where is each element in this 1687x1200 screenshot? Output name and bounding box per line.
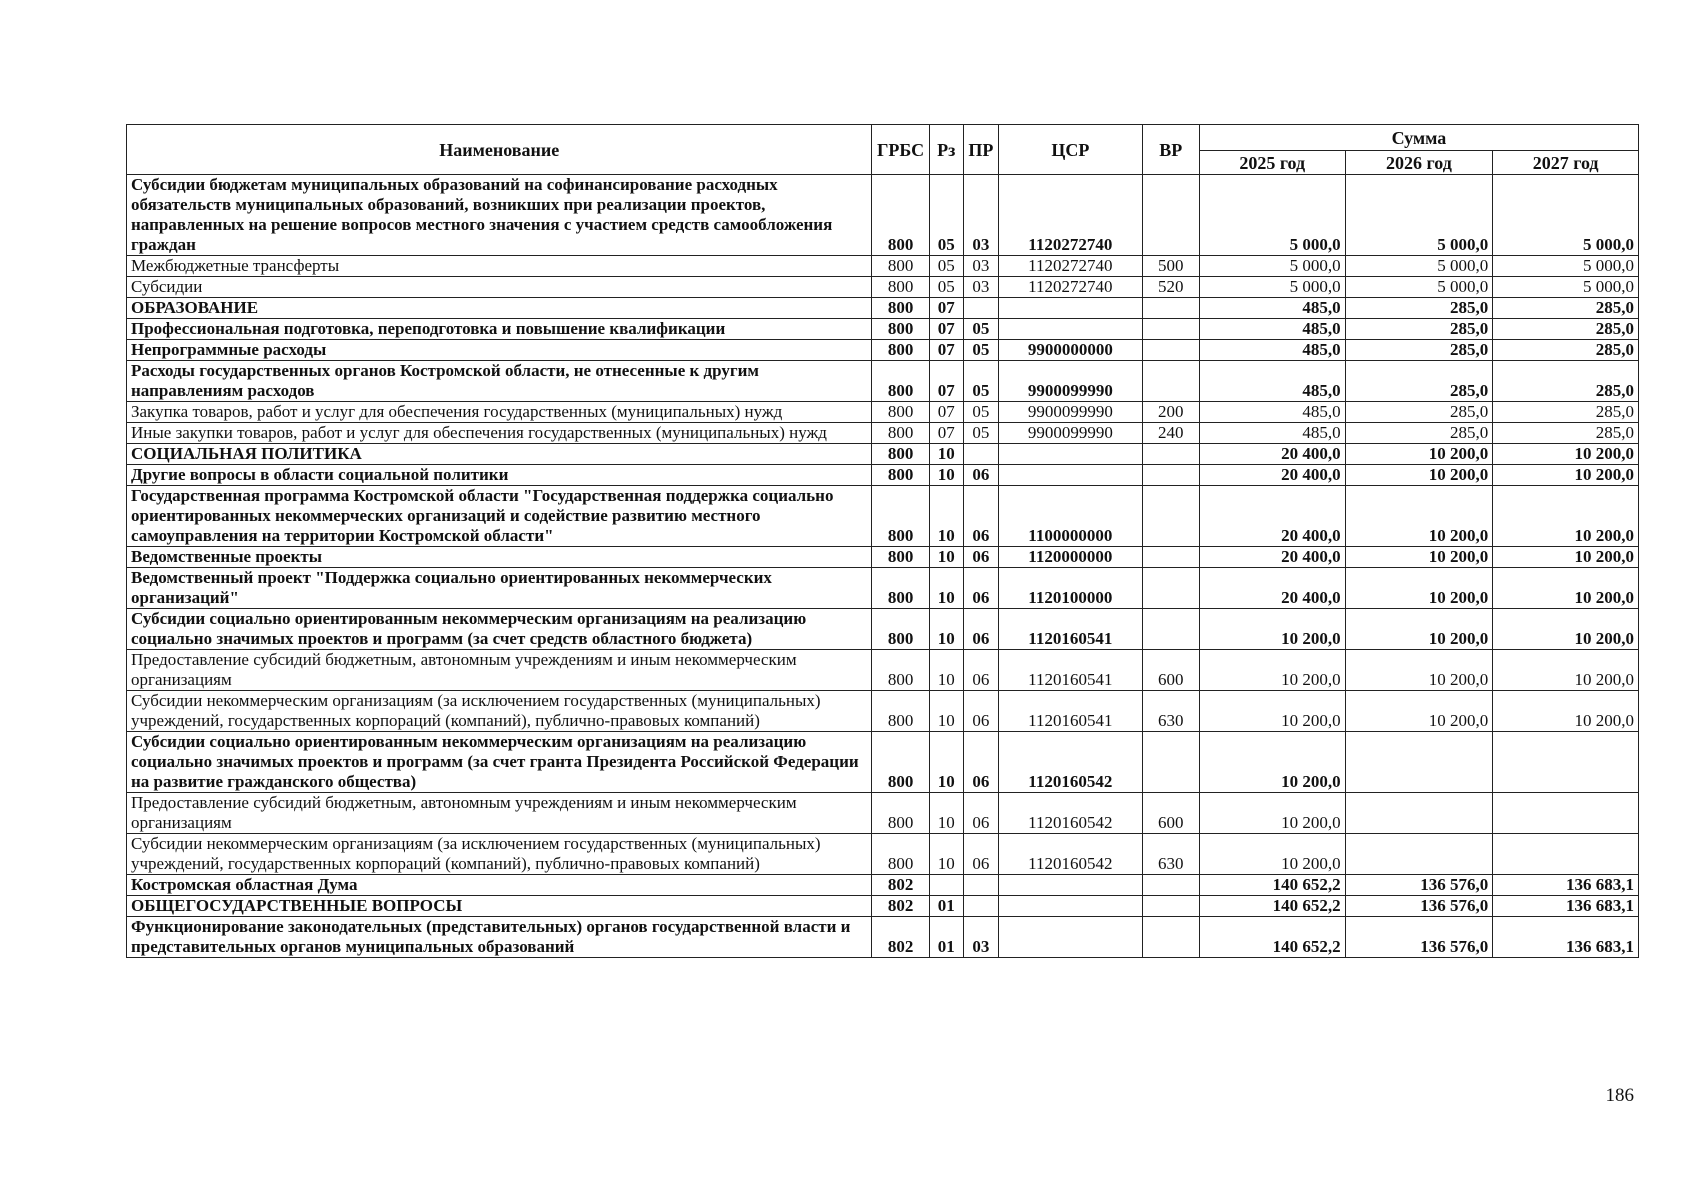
budget-table (126, 124, 1639, 958)
row-sum-2025-cell: 485,0 (1199, 340, 1345, 361)
row-rz-cell: 07 (929, 402, 963, 423)
header-rz: Рз (929, 125, 963, 175)
row-rz-cell: 05 (929, 256, 963, 277)
row-name-cell: ОБРАЗОВАНИЕ (127, 298, 872, 319)
row-csr-cell (999, 298, 1143, 319)
row-sum-2027-cell: 5 000,0 (1493, 277, 1639, 298)
row-rz-cell: 10 (929, 793, 963, 834)
row-sum-2027-cell (1493, 793, 1639, 834)
row-rz-cell: 07 (929, 423, 963, 444)
header-pr: ПР (963, 125, 998, 175)
row-sum-2026-cell: 5 000,0 (1345, 256, 1493, 277)
row-rz-cell: 10 (929, 465, 963, 486)
row-sum-2026-cell: 136 576,0 (1345, 875, 1493, 896)
row-name-cell: Иные закупки товаров, работ и услуг для обеспечения государственных (муниципальных) нужд (127, 423, 872, 444)
row-grbs-cell: 800 (872, 298, 929, 319)
row-csr-cell (999, 319, 1143, 340)
row-sum-2026-cell: 10 200,0 (1345, 547, 1493, 568)
row-sum-2027-cell: 136 683,1 (1493, 917, 1639, 958)
row-vr-cell (1142, 465, 1199, 486)
row-grbs-cell: 800 (872, 423, 929, 444)
row-name-cell: Закупка товаров, работ и услуг для обеспечения государственных (муниципальных) нужд (127, 402, 872, 423)
row-rz-cell: 10 (929, 609, 963, 650)
row-sum-2025-cell: 485,0 (1199, 298, 1345, 319)
header-year-2025: 2025 год (1199, 151, 1345, 175)
row-sum-2026-cell: 10 200,0 (1345, 609, 1493, 650)
header-grbs: ГРБС (872, 125, 929, 175)
row-sum-2025-cell: 20 400,0 (1199, 568, 1345, 609)
row-csr-cell: 1120160542 (999, 793, 1143, 834)
row-vr-cell (1142, 896, 1199, 917)
table-row (127, 423, 1639, 444)
row-csr-cell: 1120272740 (999, 277, 1143, 298)
table-row (127, 732, 1639, 793)
row-vr-cell: 520 (1142, 277, 1199, 298)
row-csr-cell: 1120160541 (999, 691, 1143, 732)
row-pr-cell: 03 (963, 175, 998, 256)
row-name-cell: Субсидии социально ориентированным некоммерческим организациям на реализацию социально значимых проектов и программ (за счет средств областного бюджета) (127, 609, 872, 650)
row-pr-cell: 03 (963, 917, 998, 958)
row-rz-cell: 10 (929, 444, 963, 465)
row-vr-cell (1142, 175, 1199, 256)
table-row (127, 486, 1639, 547)
row-csr-cell: 1100000000 (999, 486, 1143, 547)
row-pr-cell: 06 (963, 465, 998, 486)
row-sum-2027-cell: 285,0 (1493, 402, 1639, 423)
row-sum-2025-cell: 20 400,0 (1199, 547, 1345, 568)
header-year-2026: 2026 год (1345, 151, 1493, 175)
row-pr-cell: 06 (963, 609, 998, 650)
row-sum-2026-cell (1345, 732, 1493, 793)
table-row (127, 896, 1639, 917)
table-row (127, 568, 1639, 609)
row-pr-cell: 03 (963, 277, 998, 298)
row-vr-cell (1142, 917, 1199, 958)
row-rz-cell: 10 (929, 650, 963, 691)
row-sum-2026-cell: 285,0 (1345, 340, 1493, 361)
row-sum-2027-cell: 10 200,0 (1493, 691, 1639, 732)
row-grbs-cell: 802 (872, 875, 929, 896)
row-pr-cell: 06 (963, 650, 998, 691)
row-vr-cell: 240 (1142, 423, 1199, 444)
row-sum-2026-cell: 5 000,0 (1345, 175, 1493, 256)
row-pr-cell: 05 (963, 402, 998, 423)
row-pr-cell: 06 (963, 486, 998, 547)
row-vr-cell: 630 (1142, 834, 1199, 875)
row-sum-2027-cell: 285,0 (1493, 361, 1639, 402)
row-name-cell: Государственная программа Костромской области "Государственная поддержка социально ориентированных некоммерческих организаций и содействие развитию местного самоуправления на территории Костромской области" (127, 486, 872, 547)
table-row (127, 319, 1639, 340)
row-csr-cell (999, 875, 1143, 896)
row-sum-2026-cell: 285,0 (1345, 361, 1493, 402)
row-sum-2025-cell: 140 652,2 (1199, 917, 1345, 958)
row-csr-cell: 1120000000 (999, 547, 1143, 568)
row-sum-2027-cell: 5 000,0 (1493, 256, 1639, 277)
table-row (127, 175, 1639, 256)
row-csr-cell: 1120160542 (999, 834, 1143, 875)
row-name-cell: Межбюджетные трансферты (127, 256, 872, 277)
table-row (127, 609, 1639, 650)
row-name-cell: Ведомственные проекты (127, 547, 872, 568)
row-name-cell: Субсидии некоммерческим организациям (за исключением государственных (муниципальных) учреждений, государственных корпораций (компаний), публично-правовых компаний) (127, 834, 872, 875)
row-vr-cell (1142, 444, 1199, 465)
row-sum-2027-cell: 10 200,0 (1493, 444, 1639, 465)
row-sum-2025-cell: 10 200,0 (1199, 732, 1345, 793)
row-rz-cell: 01 (929, 896, 963, 917)
header-name: Наименование (127, 125, 872, 175)
row-grbs-cell: 800 (872, 834, 929, 875)
row-sum-2026-cell: 10 200,0 (1345, 691, 1493, 732)
row-sum-2026-cell: 136 576,0 (1345, 896, 1493, 917)
row-pr-cell (963, 444, 998, 465)
row-grbs-cell: 800 (872, 319, 929, 340)
row-vr-cell (1142, 298, 1199, 319)
row-pr-cell: 06 (963, 732, 998, 793)
row-sum-2026-cell: 285,0 (1345, 298, 1493, 319)
header-vr: ВР (1142, 125, 1199, 175)
row-sum-2027-cell: 285,0 (1493, 340, 1639, 361)
row-grbs-cell: 800 (872, 277, 929, 298)
row-rz-cell (929, 875, 963, 896)
row-rz-cell: 01 (929, 917, 963, 958)
row-grbs-cell: 800 (872, 568, 929, 609)
row-csr-cell: 9900099990 (999, 423, 1143, 444)
row-name-cell: Расходы государственных органов Костромской области, не отнесенные к другим направлениям расходов (127, 361, 872, 402)
row-grbs-cell: 800 (872, 340, 929, 361)
row-sum-2027-cell (1493, 834, 1639, 875)
row-sum-2025-cell: 485,0 (1199, 402, 1345, 423)
row-sum-2026-cell (1345, 834, 1493, 875)
row-sum-2027-cell: 10 200,0 (1493, 465, 1639, 486)
row-sum-2026-cell: 10 200,0 (1345, 650, 1493, 691)
row-pr-cell: 06 (963, 568, 998, 609)
table-row (127, 402, 1639, 423)
row-pr-cell (963, 875, 998, 896)
row-sum-2025-cell: 140 652,2 (1199, 875, 1345, 896)
row-rz-cell: 07 (929, 298, 963, 319)
row-name-cell: Субсидии социально ориентированным некоммерческим организациям на реализацию социально значимых проектов и программ (за счет гранта Президента Российской Федерации на развитие гражданского общества) (127, 732, 872, 793)
row-name-cell: СОЦИАЛЬНАЯ ПОЛИТИКА (127, 444, 872, 465)
row-sum-2027-cell: 285,0 (1493, 319, 1639, 340)
row-name-cell: Профессиональная подготовка, переподготовка и повышение квалификации (127, 319, 872, 340)
row-csr-cell: 9900099990 (999, 402, 1143, 423)
row-grbs-cell: 800 (872, 444, 929, 465)
row-grbs-cell: 800 (872, 691, 929, 732)
header-sum: Сумма (1199, 125, 1638, 151)
row-vr-cell (1142, 732, 1199, 793)
row-sum-2027-cell: 10 200,0 (1493, 486, 1639, 547)
table-row (127, 444, 1639, 465)
row-csr-cell (999, 465, 1143, 486)
row-sum-2027-cell: 10 200,0 (1493, 547, 1639, 568)
row-pr-cell: 06 (963, 691, 998, 732)
row-sum-2027-cell: 285,0 (1493, 298, 1639, 319)
row-sum-2026-cell: 285,0 (1345, 402, 1493, 423)
row-csr-cell (999, 444, 1143, 465)
row-csr-cell: 1120160541 (999, 609, 1143, 650)
row-rz-cell: 10 (929, 834, 963, 875)
row-csr-cell (999, 917, 1143, 958)
row-sum-2025-cell: 10 200,0 (1199, 834, 1345, 875)
row-sum-2025-cell: 10 200,0 (1199, 650, 1345, 691)
table-row (127, 298, 1639, 319)
row-name-cell: Костромская областная Дума (127, 875, 872, 896)
row-name-cell: Ведомственный проект "Поддержка социально ориентированных некоммерческих организаций" (127, 568, 872, 609)
row-vr-cell: 630 (1142, 691, 1199, 732)
row-sum-2026-cell: 136 576,0 (1345, 917, 1493, 958)
row-sum-2026-cell: 5 000,0 (1345, 277, 1493, 298)
row-name-cell: Другие вопросы в области социальной политики (127, 465, 872, 486)
row-name-cell: ОБЩЕГОСУДАРСТВЕННЫЕ ВОПРОСЫ (127, 896, 872, 917)
row-pr-cell: 06 (963, 547, 998, 568)
row-vr-cell (1142, 486, 1199, 547)
row-name-cell: Субсидии (127, 277, 872, 298)
row-grbs-cell: 800 (872, 650, 929, 691)
row-grbs-cell: 800 (872, 609, 929, 650)
row-sum-2025-cell: 5 000,0 (1199, 277, 1345, 298)
row-vr-cell (1142, 361, 1199, 402)
row-name-cell: Предоставление субсидий бюджетным, автономным учреждениям и иным некоммерческим организациям (127, 650, 872, 691)
row-pr-cell: 05 (963, 361, 998, 402)
row-grbs-cell: 800 (872, 361, 929, 402)
row-sum-2026-cell: 285,0 (1345, 423, 1493, 444)
table-row (127, 340, 1639, 361)
table-row (127, 650, 1639, 691)
row-grbs-cell: 802 (872, 896, 929, 917)
row-sum-2025-cell: 5 000,0 (1199, 256, 1345, 277)
row-csr-cell: 1120160542 (999, 732, 1143, 793)
row-sum-2027-cell: 5 000,0 (1493, 175, 1639, 256)
row-csr-cell: 9900000000 (999, 340, 1143, 361)
row-pr-cell: 05 (963, 340, 998, 361)
row-sum-2026-cell: 285,0 (1345, 319, 1493, 340)
row-csr-cell: 1120272740 (999, 175, 1143, 256)
header-csr: ЦСР (999, 125, 1143, 175)
page-number: 186 (1605, 1085, 1634, 1106)
row-csr-cell: 1120272740 (999, 256, 1143, 277)
row-grbs-cell: 800 (872, 256, 929, 277)
row-grbs-cell: 800 (872, 402, 929, 423)
row-sum-2025-cell: 10 200,0 (1199, 609, 1345, 650)
row-name-cell: Предоставление субсидий бюджетным, автономным учреждениям и иным некоммерческим организациям (127, 793, 872, 834)
row-sum-2026-cell (1345, 793, 1493, 834)
row-sum-2027-cell: 136 683,1 (1493, 896, 1639, 917)
table-row (127, 465, 1639, 486)
row-sum-2025-cell: 485,0 (1199, 361, 1345, 402)
row-sum-2027-cell: 10 200,0 (1493, 650, 1639, 691)
row-sum-2027-cell: 10 200,0 (1493, 609, 1639, 650)
row-grbs-cell: 800 (872, 547, 929, 568)
row-sum-2025-cell: 140 652,2 (1199, 896, 1345, 917)
row-rz-cell: 10 (929, 486, 963, 547)
table-row (127, 361, 1639, 402)
row-grbs-cell: 800 (872, 486, 929, 547)
table-row (127, 834, 1639, 875)
row-vr-cell: 600 (1142, 793, 1199, 834)
table-row (127, 917, 1639, 958)
row-sum-2025-cell: 5 000,0 (1199, 175, 1345, 256)
row-grbs-cell: 800 (872, 175, 929, 256)
row-sum-2025-cell: 485,0 (1199, 423, 1345, 444)
row-name-cell: Субсидии некоммерческим организациям (за исключением государственных (муниципальных) учреждений, государственных корпораций (компаний), публично-правовых компаний) (127, 691, 872, 732)
row-name-cell: Субсидии бюджетам муниципальных образований на софинансирование расходных обязательств муниципальных образований, возникших при реализации проектов, направленных на решение вопросов местного значения с участием средств самообложения граждан (127, 175, 872, 256)
row-csr-cell: 1120160541 (999, 650, 1143, 691)
row-grbs-cell: 800 (872, 465, 929, 486)
row-rz-cell: 10 (929, 568, 963, 609)
header-year-2027: 2027 год (1493, 151, 1639, 175)
row-vr-cell (1142, 547, 1199, 568)
row-csr-cell: 9900099990 (999, 361, 1143, 402)
row-grbs-cell: 800 (872, 793, 929, 834)
row-rz-cell: 07 (929, 361, 963, 402)
row-grbs-cell: 802 (872, 917, 929, 958)
row-rz-cell: 07 (929, 340, 963, 361)
row-name-cell: Непрограммные расходы (127, 340, 872, 361)
row-sum-2027-cell (1493, 732, 1639, 793)
row-sum-2027-cell: 136 683,1 (1493, 875, 1639, 896)
row-sum-2025-cell: 10 200,0 (1199, 793, 1345, 834)
row-pr-cell: 05 (963, 319, 998, 340)
table-row (127, 793, 1639, 834)
row-sum-2025-cell: 485,0 (1199, 319, 1345, 340)
row-vr-cell (1142, 319, 1199, 340)
row-pr-cell: 03 (963, 256, 998, 277)
table-row (127, 256, 1639, 277)
row-sum-2026-cell: 10 200,0 (1345, 444, 1493, 465)
row-sum-2025-cell: 20 400,0 (1199, 486, 1345, 547)
table-row (127, 547, 1639, 568)
row-sum-2027-cell: 10 200,0 (1493, 568, 1639, 609)
row-rz-cell: 05 (929, 175, 963, 256)
row-rz-cell: 10 (929, 732, 963, 793)
row-vr-cell: 200 (1142, 402, 1199, 423)
row-pr-cell (963, 896, 998, 917)
row-rz-cell: 10 (929, 691, 963, 732)
row-vr-cell (1142, 568, 1199, 609)
row-csr-cell (999, 896, 1143, 917)
row-pr-cell (963, 298, 998, 319)
row-pr-cell: 05 (963, 423, 998, 444)
row-sum-2025-cell: 20 400,0 (1199, 465, 1345, 486)
row-pr-cell: 06 (963, 834, 998, 875)
row-sum-2026-cell: 10 200,0 (1345, 465, 1493, 486)
row-sum-2026-cell: 10 200,0 (1345, 486, 1493, 547)
table-body (127, 175, 1639, 958)
row-sum-2027-cell: 285,0 (1493, 423, 1639, 444)
row-pr-cell: 06 (963, 793, 998, 834)
table-row (127, 691, 1639, 732)
row-sum-2026-cell: 10 200,0 (1345, 568, 1493, 609)
row-vr-cell (1142, 340, 1199, 361)
row-rz-cell: 05 (929, 277, 963, 298)
row-csr-cell: 1120100000 (999, 568, 1143, 609)
row-grbs-cell: 800 (872, 732, 929, 793)
table-row (127, 277, 1639, 298)
row-rz-cell: 07 (929, 319, 963, 340)
row-vr-cell (1142, 875, 1199, 896)
row-sum-2025-cell: 20 400,0 (1199, 444, 1345, 465)
row-vr-cell (1142, 609, 1199, 650)
table-row (127, 875, 1639, 896)
row-rz-cell: 10 (929, 547, 963, 568)
row-vr-cell: 500 (1142, 256, 1199, 277)
row-name-cell: Функционирование законодательных (представительных) органов государственной власти и представительных органов муниципальных образований (127, 917, 872, 958)
row-vr-cell: 600 (1142, 650, 1199, 691)
row-sum-2025-cell: 10 200,0 (1199, 691, 1345, 732)
